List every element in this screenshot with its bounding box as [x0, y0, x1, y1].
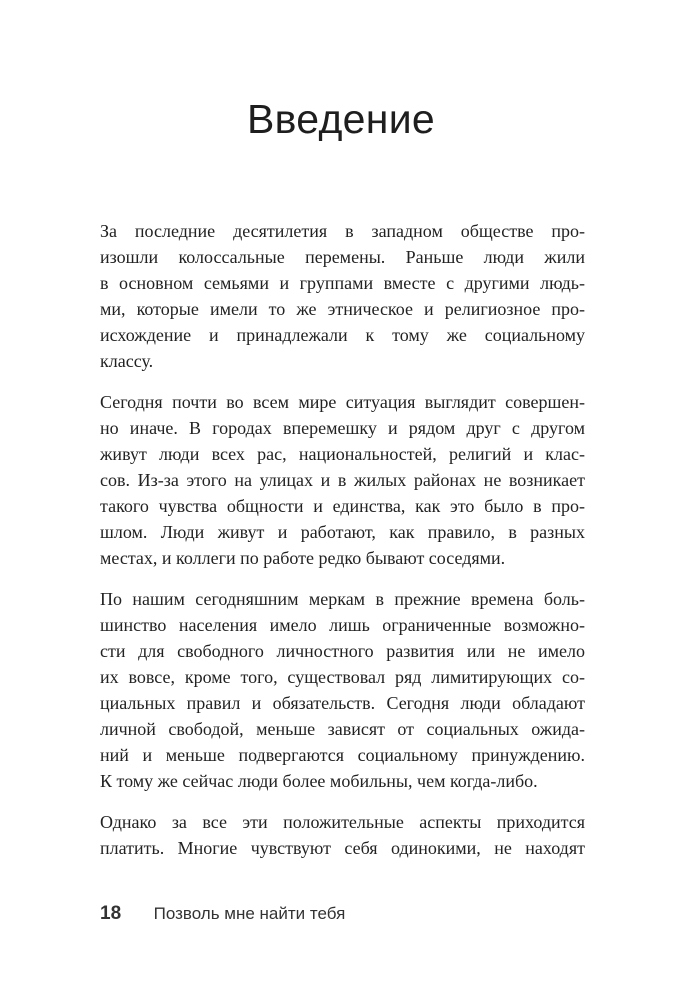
paragraph-3 — [100, 586, 585, 794]
text-line: личной свободой, меньше зависят от социальных ожида- — [100, 719, 585, 739]
text-line: сов. Из-за этого на улицах и в жилых районах не возникает — [100, 470, 585, 490]
running-title: Позволь мне найти тебя — [153, 904, 346, 923]
text-line: местах, и коллеги по работе редко бывают соседями. — [100, 548, 506, 568]
text-line: циальных правил и обязательств. Сегодня люди обладают — [100, 693, 585, 713]
text-line: их вовсе, кроме того, существовал ряд лимитирующих со- — [100, 667, 585, 687]
chapter-title: Введение — [246, 96, 436, 142]
text-line: ний и меньше подвергаются социальному принуждению. — [100, 745, 585, 765]
body-text — [100, 218, 585, 876]
text-line: в основном семьями и группами вместе с другими людь- — [100, 273, 585, 293]
text-line: живут люди всех рас, национальностей, религий и клас- — [100, 444, 585, 464]
text-line: классу. — [100, 351, 154, 371]
paragraph-1 — [100, 218, 585, 374]
text-line: Сегодня почти во всем мире ситуация выглядит совершен- — [100, 392, 585, 412]
text-line: сти для свободного личностного развития или не имело — [100, 641, 585, 661]
text-line: исхождение и принадлежали к тому же социальному — [100, 325, 585, 345]
text-line: За последние десятилетия в западном обществе про- — [100, 221, 585, 241]
text-line: такого чувства общности и единства, как это было в про- — [100, 496, 585, 516]
text-line: но иначе. В городах вперемешку и рядом друг с другом — [100, 418, 585, 438]
text-line: К тому же сейчас люди более мобильны, чем когда-либо. — [100, 771, 538, 791]
text-line: шинство населения имело лишь ограниченные возможно- — [100, 615, 585, 635]
text-line: ми, которые имели то же этническое и религиозное про- — [100, 299, 585, 319]
text-line: шлом. Люди живут и работают, как правило, в разных — [100, 522, 585, 542]
text-line: платить. Многие чувствуют себя одинокими, не находят — [100, 838, 585, 858]
paragraph-2 — [100, 389, 585, 571]
text-line: изошли колоссальные перемены. Раньше люди жили — [100, 247, 585, 267]
page-footer — [100, 903, 345, 925]
paragraph-4 — [100, 809, 585, 861]
page-number: 18 — [100, 903, 122, 924]
text-line: Однако за все эти положительные аспекты приходится — [100, 812, 585, 832]
text-line: По нашим сегодняшним меркам в прежние времена боль- — [100, 589, 585, 609]
